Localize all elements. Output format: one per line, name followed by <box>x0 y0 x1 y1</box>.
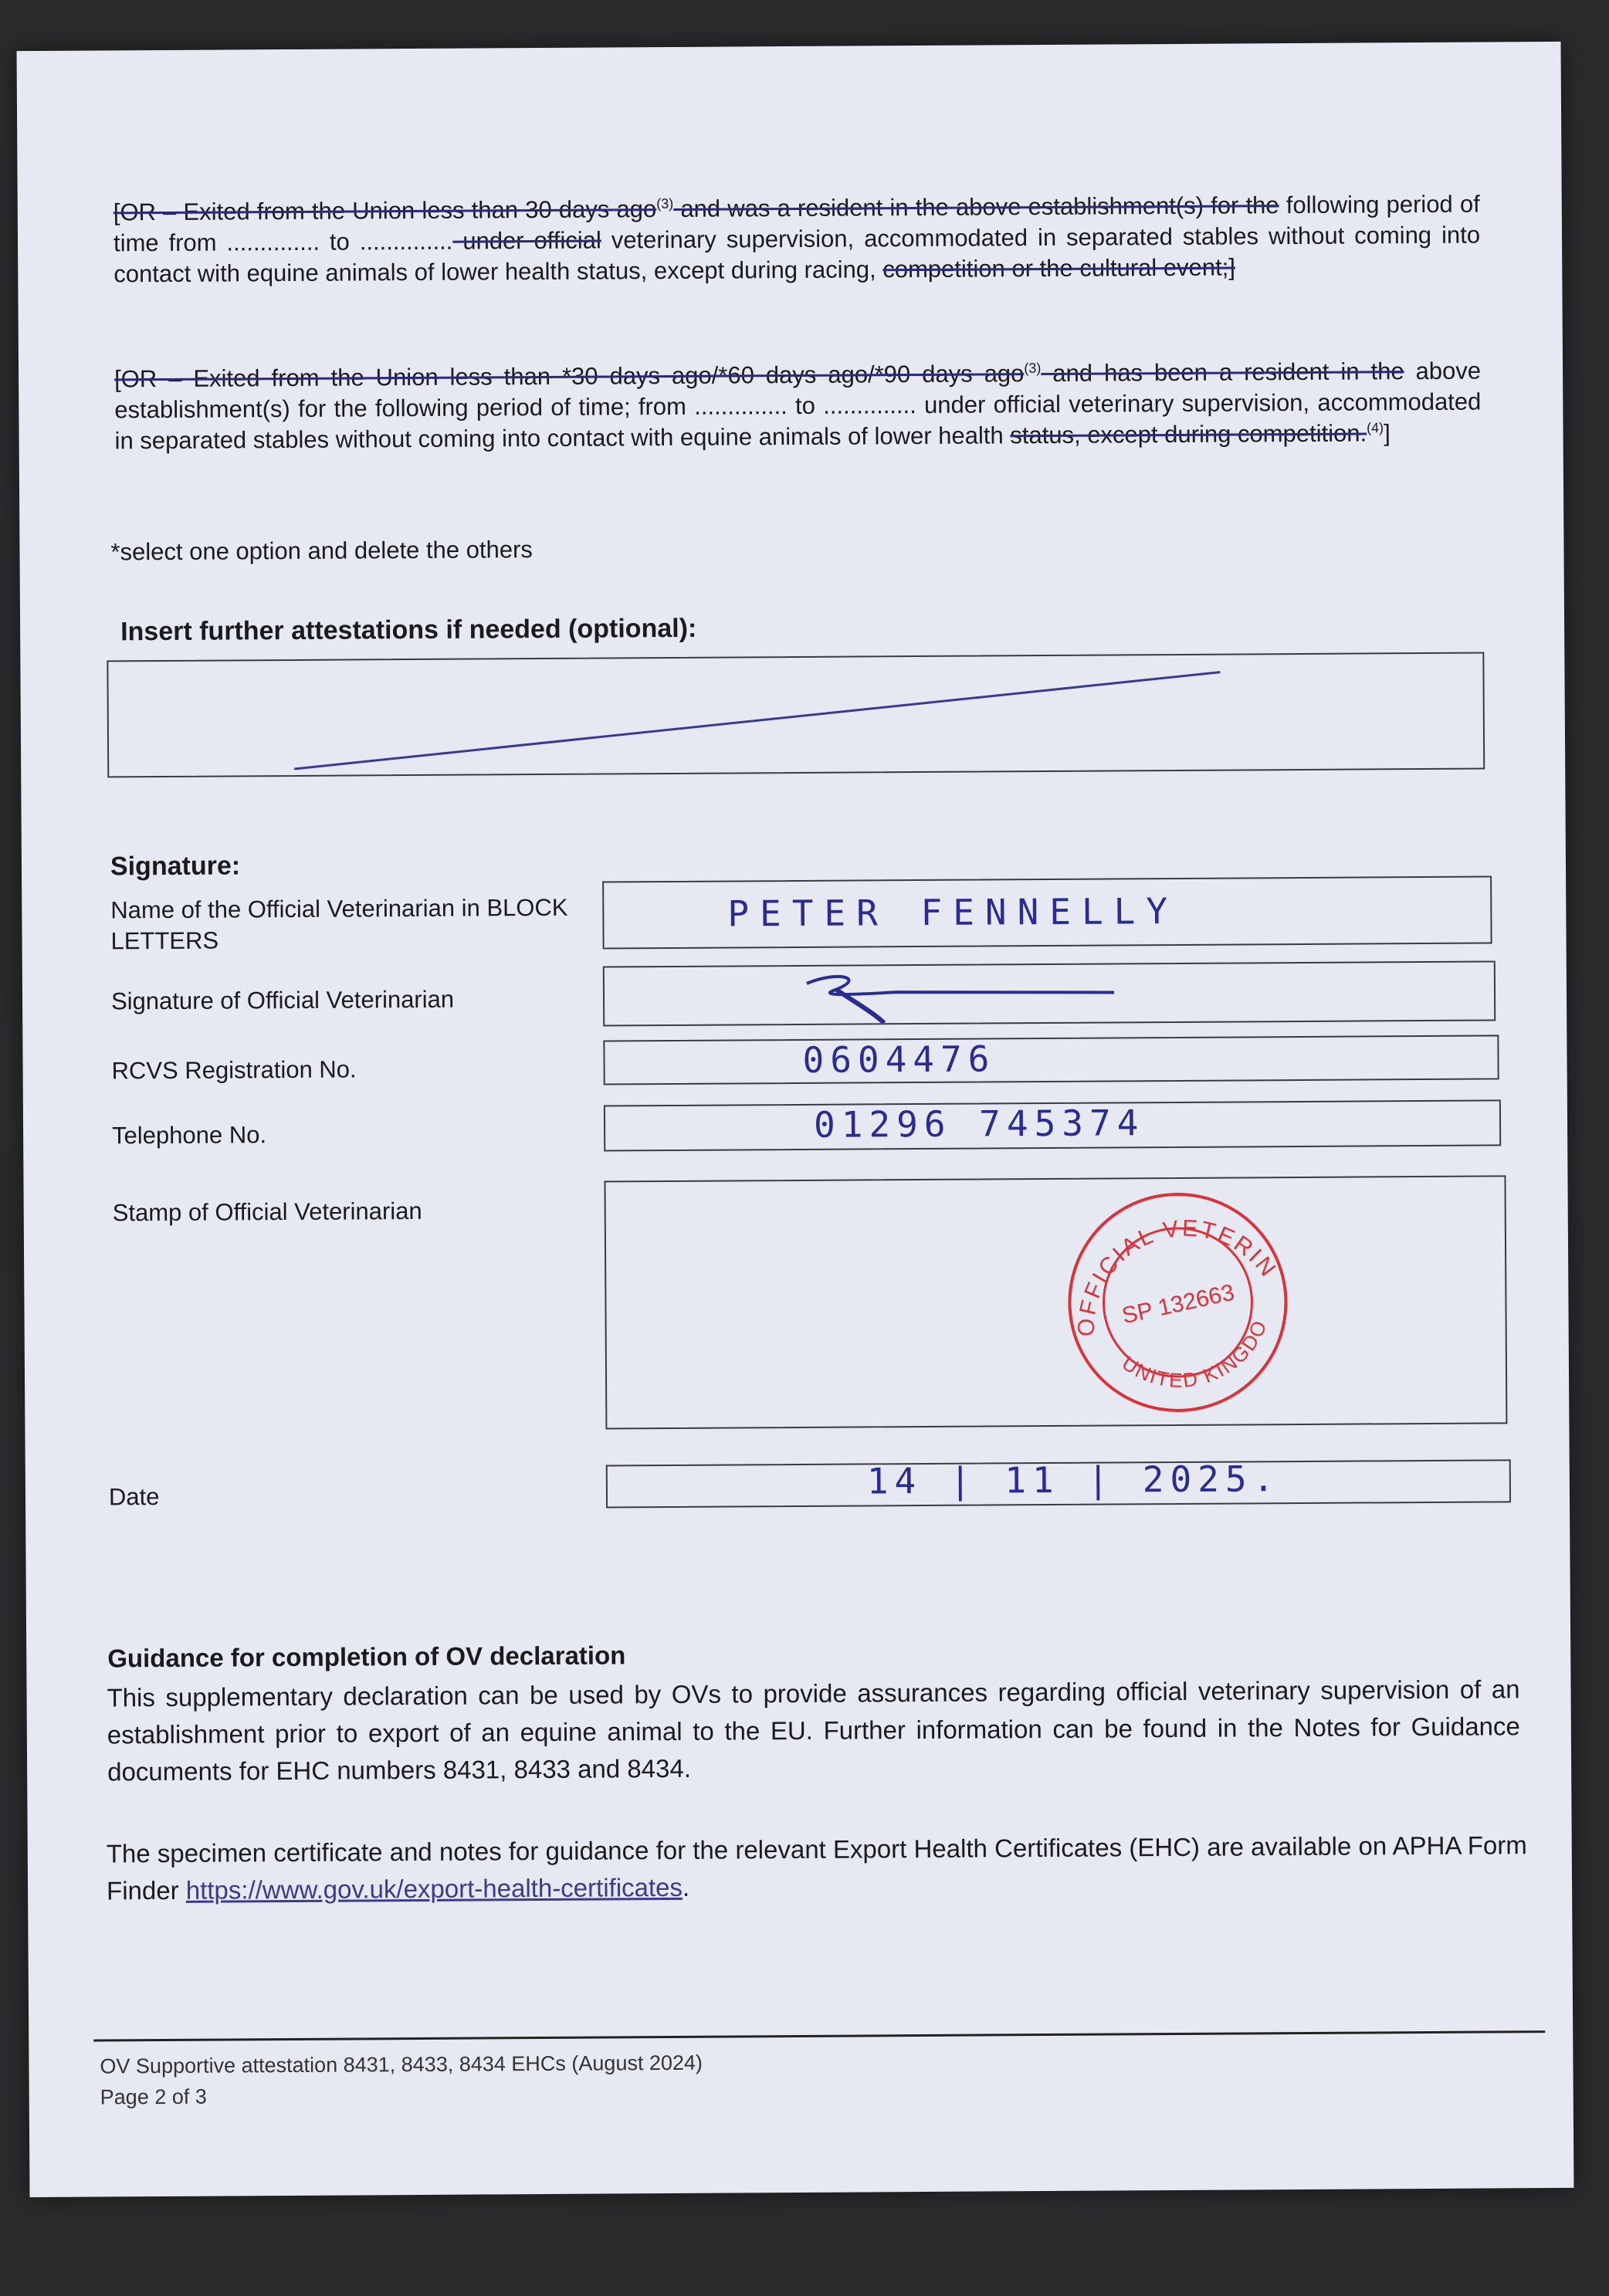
p1-line2: following period of time from .............. to .............. <box>113 190 1480 257</box>
further-attestations-heading: Insert further attestations if needed (optional): <box>120 613 697 647</box>
document-page <box>17 42 1574 2197</box>
stamp-top-text: OFFICIAL VETERINARIAN <box>1073 1215 1282 1337</box>
p1-strike-start: [OR – Exited from the Union less than 30 days ago <box>113 195 657 226</box>
p2-footnote-ref: (3) <box>1024 360 1042 376</box>
further-attestations-box[interactable] <box>107 652 1485 778</box>
stamp-label: Stamp of Official Veterinarian <box>112 1197 422 1227</box>
guidance-paragraph-2-text: The specimen certificate and notes for guidance for the relevant Export Health Certificates (EHC) are available on APHA Form Finder <box>106 1830 1527 1905</box>
p2-strike-end: and has been a resident in the <box>1041 357 1404 388</box>
p2-footnote-ref-2: (4) <box>1367 420 1384 436</box>
p2-strike-start: [OR – Exited from the Union less than *30 days ago/*60 days ago/*90 days ago <box>114 360 1025 393</box>
date-value: 14 | 11 | 2025. <box>866 1458 1281 1502</box>
rcvs-field[interactable] <box>603 1035 1499 1085</box>
p1-line-last: competition or the cultural event;] <box>882 253 1236 283</box>
name-field[interactable] <box>602 875 1492 949</box>
option-paragraph-1 <box>113 189 1481 290</box>
guidance-paragraph-1: This supplementary declaration can be used by OVs to provide assurances regarding official veterinary supervision of an establishment prior to export of an equine animal to the EU. Further information can be found in the Notes for Guidance documents for EHC numbers 8431, 8433 and 8434. <box>107 1675 1520 1786</box>
telephone-value: 01296 745374 <box>813 1102 1145 1146</box>
p2-close: ] <box>1384 419 1391 447</box>
date-field[interactable] <box>606 1459 1511 1508</box>
guidance-heading: Guidance for completion of OV declaration <box>107 1641 626 1673</box>
select-note: *select one option and delete the others <box>110 536 533 566</box>
signature-heading: Signature: <box>110 851 241 882</box>
footer-rule <box>93 2030 1545 2041</box>
telephone-field[interactable] <box>604 1099 1501 1151</box>
rcvs-label: RCVS Registration No. <box>111 1055 357 1085</box>
signature-field[interactable] <box>603 960 1496 1026</box>
guidance-paragraph-2-end: . <box>682 1872 690 1901</box>
signature-label: Signature of Official Veterinarian <box>110 985 455 1015</box>
footer-title: OV Supportive attestation 8431, 8433, 8434 EHCs (August 2024) <box>100 2050 703 2078</box>
p1-strike-end: and was a resident in the above establishment(s) for the <box>673 191 1279 222</box>
stamp-field <box>604 1175 1507 1429</box>
p1-line2-strike: under official <box>452 226 601 255</box>
rcvs-value: 0604476 <box>802 1038 996 1081</box>
name-label: Name of the Official Veterinarian in BLOCK LETTERS <box>110 893 568 955</box>
form-finder-link[interactable]: https://www.gov.uk/export-health-certificates <box>185 1872 683 1905</box>
signature-scribble <box>605 962 1494 1024</box>
p2-body: above establishment(s) for the following period of time; from .............. to .............. under official veterinary supervision, accommodated in separated stables without coming into contact with equine animals of lower health <box>114 357 1482 455</box>
official-stamp <box>1053 1178 1302 1427</box>
p1-line2-end: veterinary supervision, accommodated in separated stables without coming into contact with equine animals of lower health status, except during racing, <box>113 221 1481 288</box>
stamp-bottom-text: UNITED KINGDOM <box>1117 1316 1272 1392</box>
p1-footnote-ref: (3) <box>656 195 674 212</box>
guidance-paragraph-2 <box>107 1827 1528 1909</box>
date-label: Date <box>108 1483 160 1511</box>
telephone-label: Telephone No. <box>112 1121 267 1150</box>
p2-line-last: status, except during competition. <box>1010 419 1367 449</box>
strike-through-line <box>108 654 1483 777</box>
page-number: Page 2 of 3 <box>100 2084 207 2109</box>
option-paragraph-2 <box>114 356 1482 457</box>
name-value: PETER FENNELLY <box>727 889 1179 935</box>
stamp-center-text: SP 132663 <box>1120 1279 1237 1329</box>
